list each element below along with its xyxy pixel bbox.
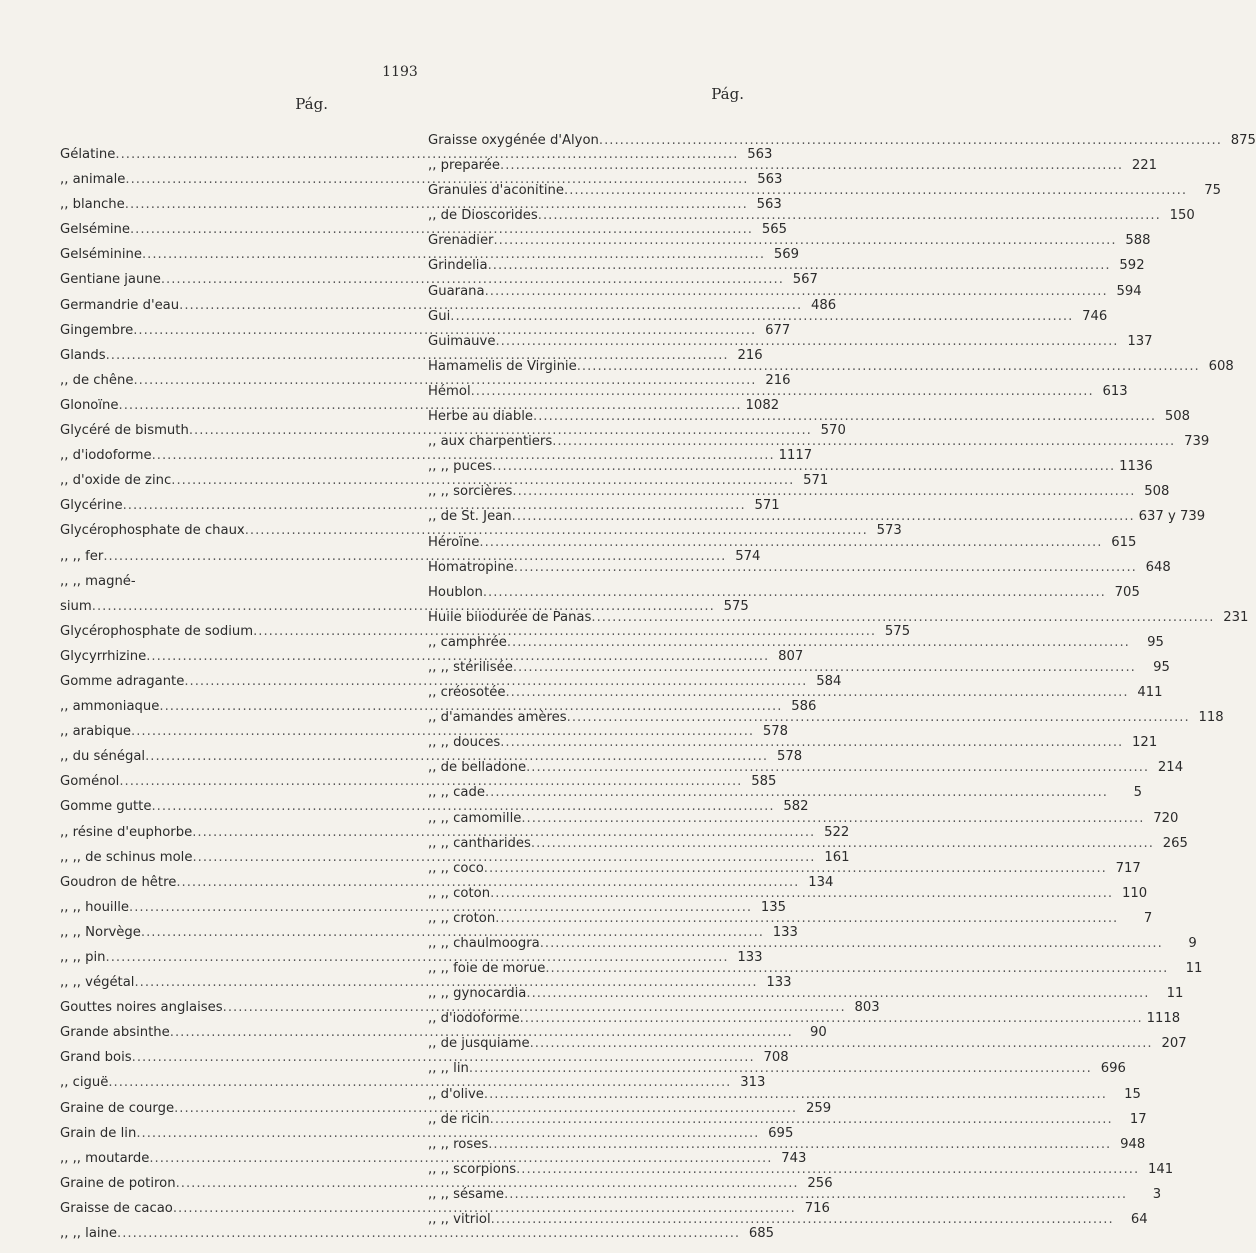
dot-leader [493,228,1116,253]
dot-leader [500,730,1123,755]
index-page-number: 95 [1147,634,1164,650]
dot-leader [564,178,1187,203]
dot-leader [538,203,1161,228]
index-term: ,, preparée [428,158,501,174]
index-term: ,, d'oxide de zinc [60,473,172,489]
index-term: Gelsémine [60,222,130,238]
index-page-number: 508 [1144,484,1170,500]
index-term: Houblon [428,584,483,600]
index-page-number: 717 [1115,860,1141,876]
index-page-number: 95 [1153,659,1170,675]
index-page-number: 214 [1157,760,1184,776]
index-term: Héroïne [428,534,480,550]
dot-leader [526,755,1149,780]
index-term: ,, ,, fer [60,548,104,564]
index-page-number: 137 [1127,333,1153,349]
index-page-number: 216 [737,347,763,363]
index-page-number: 1082 [745,397,780,413]
index-page-number: 563 [747,147,773,162]
index-page-number: 584 [816,673,842,689]
index-page-number: 231 [1223,609,1249,625]
index-page-number: 135 [760,899,787,915]
index-term: Grande absinthe [60,1025,170,1041]
index-entry [60,569,386,594]
dot-leader [514,555,1137,580]
dot-leader [526,981,1149,1006]
index-page-number: 575 [723,598,749,614]
dot-leader [507,630,1130,655]
index-term: Gomme adragante [60,673,185,689]
index-page-number: 161 [824,849,850,865]
right-column-header: Pág. [711,85,744,103]
index-page-number: 486 [810,297,837,313]
dot-leader [520,1006,1143,1031]
dot-leader [545,956,1168,981]
index-page-number: 17 [1129,1111,1147,1127]
index-term: ,, ,, scorpions [428,1161,517,1177]
index-term: ,, ,, de schinus mole [60,849,193,865]
index-term: ,, ,, croton [428,910,496,926]
index-page-number: 121 [1132,735,1158,751]
index-term: Glycérine [60,498,123,514]
dot-leader [469,1056,1092,1081]
dot-leader [512,479,1135,504]
index-term: Hamamelis de Virginie [428,358,577,374]
index-page-number: 313 [740,1075,766,1091]
index-page-number: 708 [763,1050,789,1066]
index-page-number: 9 [1188,936,1197,951]
index-page-number: 133 [772,924,798,940]
index-page-number: 574 [735,548,761,564]
index-entry [60,1221,775,1246]
index-term: Glycérophosphate de chaux [60,523,245,539]
index-page-number: 578 [776,749,803,765]
dot-leader [479,530,1102,555]
index-term: ,, ,, cantharides [428,835,531,851]
dot-leader [552,429,1175,454]
index-term: ,, ,, coco [428,860,484,876]
dot-leader [567,705,1190,730]
index-term: ,, ,, végétal [60,975,135,991]
index-term: Gentiane jaune [60,272,161,288]
index-term: Glycyrrhizine [60,648,147,664]
index-page-number: 648 [1145,559,1171,575]
dot-leader [577,354,1200,379]
index-term: ,, arabique [60,724,132,740]
index-term: ,, ,, sésame [428,1186,505,1202]
dot-leader [521,806,1144,831]
index-term: ,, ,, vitriol [428,1212,491,1228]
page-number: 1193 [382,64,418,80]
dot-leader [591,605,1214,630]
index-page-number: 5 [1133,785,1142,801]
index-page-number: 133 [737,950,763,965]
dot-leader [490,881,1113,906]
index-page-number: 221 [1131,158,1158,174]
index-term: ,, d'olive [428,1086,484,1102]
index-term: Graisse de cacao [60,1200,173,1216]
dot-leader [512,504,1135,529]
index-entry [428,580,1140,605]
index-term: ,, ,, Norvège [60,924,141,940]
index-term: Herbe au diable [428,409,534,425]
index-page-number: 592 [1119,258,1145,274]
index-term: Homatropine [428,559,514,575]
index-term: Grindelia [428,258,488,274]
dot-leader [488,1132,1111,1157]
index-page-number: 571 [803,473,829,489]
index-term: ,, ammoniaque [60,699,160,715]
index-page-number: 11 [1185,961,1203,977]
index-page-number: 1136 [1119,459,1153,475]
index-term: Grain de lin [60,1125,137,1141]
index-page-number: 695 [768,1125,794,1141]
index-page-number: 739 [1184,434,1210,450]
index-page-number: 615 [1111,534,1137,550]
index-term: Glonoïne [60,397,119,413]
dot-leader [492,454,1115,479]
index-term: Gouttes noires anglaises [60,1000,223,1016]
index-page-number: 720 [1153,810,1179,826]
index-page-number: 64 [1130,1212,1148,1228]
index-page-number: 716 [804,1200,830,1216]
index-page-number: 569 [773,247,800,263]
dot-leader [504,1182,1127,1207]
index-term: Germandrie d'eau [60,297,180,313]
index-page-number: 570 [820,423,846,439]
index-page-number: 948 [1120,1136,1146,1152]
dot-leader [483,580,1106,605]
index-page-number: 573 [876,523,902,539]
index-term: ,, ,, stérilisée [428,659,513,675]
index-term: ,, ,, moutarde [60,1150,150,1166]
index-page-number: 11 [1166,986,1184,1002]
index-page-number: 803 [854,1000,880,1016]
index-page-number: 75 [1204,183,1222,199]
dot-leader [484,856,1107,881]
dot-leader [491,1207,1114,1232]
dot-leader [495,329,1118,354]
dot-leader [488,253,1111,278]
index-page-number: 594 [1116,283,1142,299]
index-page-number: 522 [824,824,850,840]
index-term: Goudron de hêtre [60,874,177,890]
index-page-number: 588 [1125,233,1151,249]
index-term: ,, ,, sorcières [428,484,513,500]
left-column-header: Pág. [295,95,328,113]
index-term: ,, aux charpentiers [428,434,553,450]
index-term: ,, ,, douces [428,735,501,751]
index-page-number: 705 [1114,584,1140,600]
index-page-number: 578 [762,724,789,740]
index-page-number: 508 [1164,409,1191,425]
index-term: Glycéré de bismuth [60,423,189,439]
index-term: ,, ,, pin [60,950,106,965]
index-page-number: 150 [1169,208,1195,224]
index-page-number: 134 [808,874,834,890]
index-page-number: 90 [810,1025,827,1041]
index-term: ,, de jusquiame [428,1036,530,1052]
dot-leader [505,680,1128,705]
index-term: ,, ,, roses [428,1136,489,1152]
index-page-number: 807 [778,648,804,664]
index-term: Glycérophosphate de sodium [60,623,254,639]
index-page-number: 265 [1162,835,1188,851]
index-entry [428,128,1256,153]
dot-leader [599,128,1222,153]
index-term: Glands [60,347,106,363]
index-page-number: 685 [748,1226,775,1242]
index-page-number: 216 [765,372,791,388]
index-page-number: 15 [1124,1086,1141,1102]
index-term: ,, de belladone [428,760,527,776]
index-page-number: 743 [781,1150,807,1166]
index-term: Grand bois [60,1050,132,1066]
index-page-number: 563 [757,172,783,188]
index-page-number: 1117 [778,448,813,464]
index-term: ,, créosotée [428,685,506,701]
index-page-number: 575 [884,623,911,639]
index-page-number: 608 [1208,358,1234,374]
index-term: Grenadier [428,233,494,249]
index-term: ,, ,, foie de morue [428,961,546,977]
index-term: ,, ,, chaulmoogra [428,936,540,951]
index-page-number: 133 [766,975,792,991]
index-term: ,, ,, coton [428,885,491,901]
index-term: ,, ,, magné- [60,573,136,589]
dot-leader [531,831,1154,856]
dot-leader [540,931,1163,956]
index-page-number: 141 [1147,1161,1174,1177]
index-term: ,, ciguë [60,1075,109,1091]
index-term: Gelséminine [60,247,142,263]
index-term: ,, ,, camomille [428,810,522,826]
index-page-number: 1118 [1146,1011,1181,1027]
index-term: Goménol [60,774,120,790]
index-term: ,, résine d'euphorbe [60,824,193,840]
index-term: ,, de St. Jean [428,509,512,525]
index-page-number: 7 [1143,910,1153,926]
index-term: Granules d'aconitine [428,183,565,199]
index-term: Guarana [428,283,485,299]
index-term: ,, d'iodoforme [428,1011,520,1027]
index-term: ,, du sénégal [60,749,146,765]
index-page-number: 563 [756,197,782,213]
index-page-number: 677 [765,322,791,338]
index-page-number: 696 [1100,1061,1126,1077]
index-term: ,, animale [60,172,126,188]
index-term: ,, ,, cade [428,785,485,801]
dot-leader [513,655,1136,680]
dot-leader [471,379,1094,404]
index-term: Gélatine [60,147,116,162]
index-term: ,, ,, puces [428,459,493,475]
dot-leader [485,279,1108,304]
index-term: ,, d'amandes amères [428,710,567,726]
index-term: ,, de ricin [428,1111,490,1127]
index-page-number: 411 [1137,685,1163,701]
index-term: Gomme gutte [60,799,152,815]
index-page-number: 110 [1121,885,1148,901]
index-page-number: 256 [807,1175,833,1191]
index-page-number: 207 [1161,1036,1187,1052]
index-term: Gui [428,308,451,324]
index-page-number: 259 [805,1100,832,1116]
index-page-number: 3 [1152,1186,1162,1202]
dot-leader [450,304,1073,329]
index-term: ,, d'iodoforme [60,448,152,464]
index-page-number: 565 [761,222,787,238]
index-term: Graisse oxygénée d'Alyon [428,133,599,148]
index-term: ,, camphrée [428,634,507,650]
index-term: ,, blanche [60,197,125,213]
index-page-number: 582 [783,799,809,815]
index-term: Gingembre [60,322,134,338]
dot-leader [530,1031,1153,1056]
dot-leader [485,780,1108,805]
index-term: ,, ,, houille [60,899,130,915]
index-term: Guimauve [428,333,496,349]
index-term: ,, ,, lin [428,1061,469,1077]
dot-leader [500,153,1123,178]
dot-leader [533,404,1156,429]
index-term: ,, de chêne [60,372,134,388]
index-term: ,, de Dioscorides [428,208,538,224]
index-term: sium [60,598,92,614]
index-page-number: 637 y 739 [1138,509,1206,525]
index-term: ,, ,, laine [60,1226,118,1242]
index-page-number: 875 [1230,133,1256,148]
index-page-number: 567 [792,272,818,288]
dot-leader [490,1107,1113,1132]
index-page-number: 571 [754,498,780,514]
index-page-number: 746 [1082,308,1108,324]
index-term: Hémol [428,383,471,399]
index-page-number: 118 [1198,710,1224,726]
index-page-number: 586 [791,699,817,715]
index-term: Huile biiodurée de Panas [428,609,592,625]
dot-leader [495,906,1118,931]
index-term: Graine de courge [60,1100,175,1116]
index-term: ,, ,, gynocardia [428,986,527,1002]
dot-leader [484,1082,1107,1107]
index-term: Graine de potiron [60,1175,176,1191]
index-page-number: 585 [751,774,777,790]
dot-leader [516,1157,1139,1182]
index-page-number: 613 [1102,383,1128,399]
